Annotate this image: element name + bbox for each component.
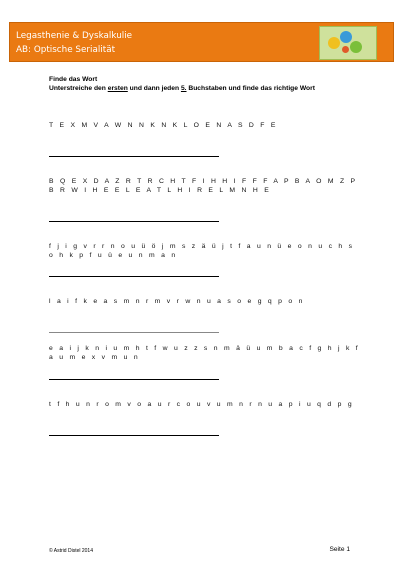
letter-row-3: f j i g v r r n o u ü ö j m s z ä ü j t f a u n ü e o n u c h s o h k p f u ü e u n m a n: [49, 243, 355, 260]
answer-line-6[interactable]: [49, 435, 219, 436]
letter-row-5: e a i j k n i u m h t f w u z z s n m ä ü u m b a c f g h j k f a u m e x v m u n: [49, 345, 360, 362]
header-worksheet-title: AB: Optische Serialität: [16, 45, 116, 55]
answer-line-5[interactable]: [49, 379, 219, 380]
gears-logo-icon: [319, 26, 377, 60]
instruction-first: ersten: [107, 85, 128, 92]
gear-icon: [342, 46, 349, 53]
answer-line-4[interactable]: [49, 332, 219, 333]
letter-row-1: T E X M V A W N N K N K L O E N A S D F E: [49, 122, 278, 129]
page-number: Seite 1: [329, 546, 350, 553]
letter-row-2: B Q E X D A Z R T R C H T F I H H I F F F A P B A O M Z P B R W I H E E L E A T L H I R E L M N H E: [49, 178, 358, 195]
instruction-text: Unterstreiche den: [49, 85, 108, 92]
task-instruction: [49, 85, 359, 93]
instruction-fifth: 5.: [180, 85, 187, 92]
answer-line-3[interactable]: [49, 276, 219, 277]
gear-icon: [340, 31, 352, 43]
instruction-text: Buchstaben und finde das richtige Wort: [186, 85, 315, 92]
copyright-notice: © Astrid Distel 2014: [49, 548, 93, 554]
gear-icon: [328, 37, 340, 49]
answer-line-2[interactable]: [49, 221, 219, 222]
worksheet-header: [9, 22, 394, 62]
gear-icon: [350, 41, 362, 53]
answer-line-1[interactable]: [49, 156, 219, 157]
instruction-text: und dann jeden: [127, 85, 181, 92]
task-title: Finde das Wort: [49, 76, 98, 83]
header-subject: Legasthenie & Dyskalkulie: [16, 31, 133, 41]
letter-row-4: l a i f k e a s m n r m v r w n u a s o e g q p o n: [49, 298, 305, 305]
letter-row-6: t f h u n r o m v o a u r c o u v u m n r n u a p i u q d p g: [49, 401, 354, 408]
